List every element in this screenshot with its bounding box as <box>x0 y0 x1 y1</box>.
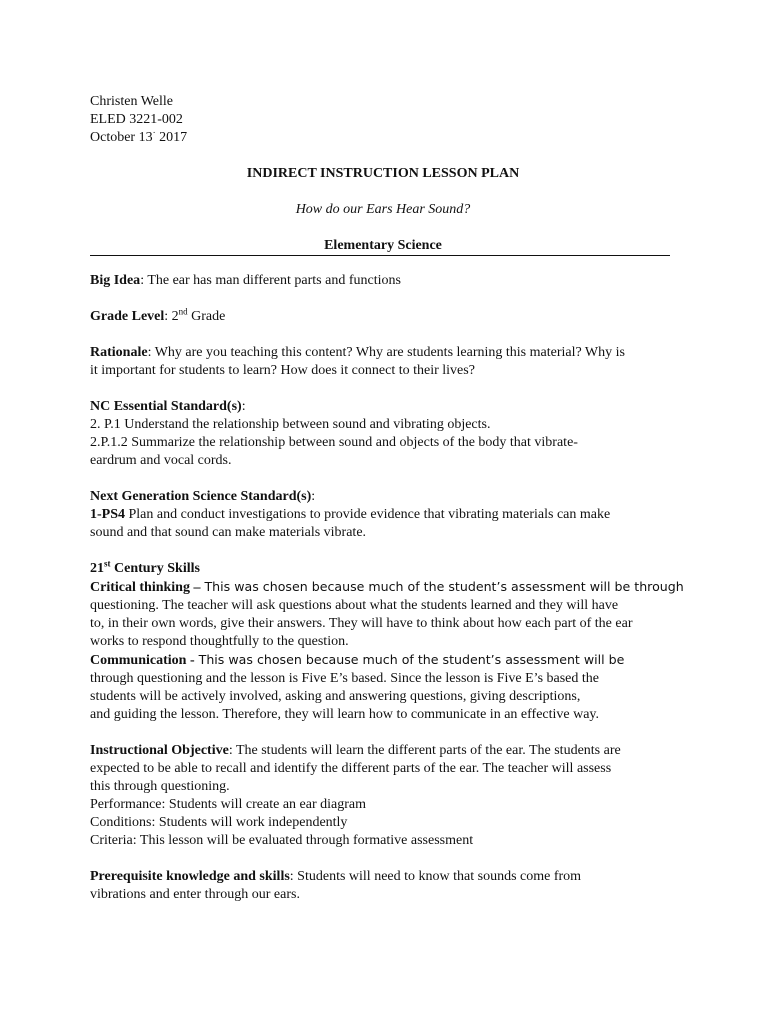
objective-criteria: Criteria: This lesson will be evaluated through formative assessment <box>90 833 474 848</box>
nc-standard-item: 2. P.1 Understand the relationship between sound and vibrating objects. <box>90 417 491 432</box>
grade-level-label: Grade Level <box>90 309 165 324</box>
nc-standards-section: NC Essential Standard(s): 2. P.1 Understand the relationship between sound and vibrating objects. 2.P.1.2 Summarize the relationship between sound and objects of the body that vibrate- eardrum and vocal cords. <box>90 398 690 470</box>
communication-label: Communication - <box>90 653 195 668</box>
horizontal-divider <box>90 255 670 256</box>
big-idea: Big Idea: The ear has man different parts and functions <box>90 273 401 288</box>
page-title: INDIRECT INSTRUCTION LESSON PLAN <box>246 166 520 181</box>
objective-performance: Performance: Students will create an ear diagram <box>90 797 366 812</box>
course-code: ELED 3221-002 <box>90 112 183 127</box>
critical-thinking-label: Critical thinking – <box>90 580 201 595</box>
rationale-section: Rationale: Why are you teaching this content? Why are students learning this material? Why is it important for students to learn? How does it connect to their lives? <box>90 345 625 378</box>
objective-conditions: Conditions: Students will work independently <box>90 815 348 830</box>
ngss-section: Next Generation Science Standard(s): 1-PS4 Plan and conduct investigations to provide evidence that vibrating materials can make sound and that sound can make materials vibrate. <box>90 489 611 540</box>
grade-level: Grade Level: 2nd Grade <box>90 306 226 324</box>
nc-standards-label: NC Essential Standard(s) <box>90 399 242 414</box>
century-skills-section: 21st Century Skills Critical thinking – This was chosen because much of the student’s assessment will be through questioning. The teacher will ask questions about what the students learned and they will have to, in their own words, give their answers. They will have to think about how each part of the ear works to respond thoughtfully to the question. Communication - This was chosen because much of the student’s assessment will be through questioning and the lesson is Five E’s based. Since the lesson is Five E’s based the students will be actively involved, asking and answering questions, giving descriptions, and guiding the lesson. Therefore, they will learn how to communicate in an effective way. <box>90 560 690 724</box>
prerequisite-label: Prerequisite knowledge and skills <box>90 869 290 884</box>
prerequisite-section: Prerequisite knowledge and skills: Students will need to know that sounds come from vibrations and enter through our ears. <box>90 869 582 902</box>
ngss-code: 1-PS4 <box>90 507 125 522</box>
objective-section: Instructional Objective: The students will learn the different parts of the ear. The students are expected to be able to recall and identify the different parts of the ear. The teacher will assess this through questioning. Performance: Students will create an ear diagram Conditions: Students will work independently Criteria: This lesson will be evaluated through formative assessment <box>90 742 690 850</box>
big-idea-label: Big Idea <box>90 273 141 288</box>
subject-heading: Elementary Science <box>324 238 442 253</box>
century-skills-label: 21st Century Skills <box>90 558 200 576</box>
ngss-label: Next Generation Science Standard(s) <box>90 489 312 504</box>
rationale-label: Rationale <box>90 345 148 360</box>
nc-standard-item: 2.P.1.2 Summarize the relationship between sound and objects of the body that vibrate- <box>90 435 578 450</box>
document-date: October 13· 2017 <box>90 127 188 145</box>
objective-label: Instructional Objective <box>90 743 229 758</box>
author-name: Christen Welle <box>90 94 173 109</box>
lesson-question: How do our Ears Hear Sound? <box>295 202 471 217</box>
lesson-plan-page <box>90 93 690 904</box>
